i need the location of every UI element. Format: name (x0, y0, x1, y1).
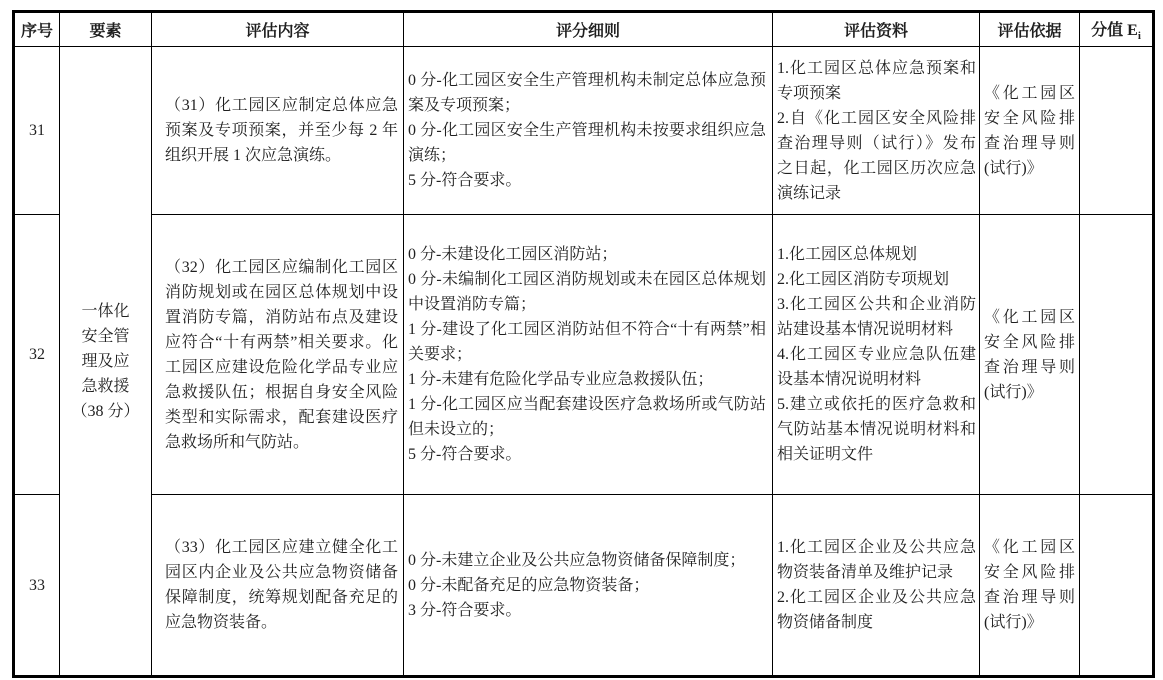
rules-cell-33 (404, 495, 773, 677)
content-cell-33: （33）化工园区应建立健全化工园区内企业及公共应急物资储备保障制度，统筹规划配备充足的应急物资装备。 (152, 495, 404, 677)
content-cell-31: （31）化工园区应制定总体应急预案及专项预案，并至少每 2 年组织开展 1 次应急演练。 (152, 47, 404, 215)
rules-cell-32 (404, 215, 773, 495)
material-item: 1.化工园区总体应急预案和专项预案 (777, 59, 976, 102)
score-cell-33 (1080, 495, 1154, 677)
header-cell-index: 序号 (14, 12, 60, 47)
evaluation-table (12, 10, 1155, 678)
rule-line: 3 分-符合要求。 (408, 601, 522, 619)
element-line: 一体化 (81, 302, 130, 320)
table-row-33 (14, 495, 1154, 677)
score-cell-31 (1080, 47, 1154, 215)
element-line: 理及应 (81, 352, 130, 370)
header-cell-rules: 评分细则 (404, 12, 773, 47)
index-cell-31: 31 (14, 47, 60, 215)
score-cell-32 (1080, 215, 1154, 495)
material-item: 1.化工园区总体规划 (777, 246, 918, 264)
index-cell-33: 33 (14, 495, 60, 677)
element-line: 急救援 (81, 377, 130, 395)
score-header-label: 分值 E (1091, 22, 1138, 39)
materials-cell-32 (773, 215, 980, 495)
basis-cell-31: 《化工园区安全风险排查治理导则(试行)》 (980, 47, 1080, 215)
content-cell-32: （32）化工园区应编制化工园区消防规划或在园区总体规划中设置消防专篇，消防站布点及建设应符合“十有两禁”相关要求。化工园区应建设危险化学品专业应急救援队伍；根据自身安全风险类型和实际需求，配套建设医疗急救场所和气防站。 (152, 215, 404, 495)
header-cell-content: 评估内容 (152, 12, 404, 47)
score-header-subscript: i (1137, 30, 1141, 43)
rule-line: 1 分-建设了化工园区消防站但不符合“十有两禁”相关要求； (408, 321, 766, 364)
rules-cell-31 (404, 47, 773, 215)
rule-line: 0 分-未编制化工园区消防规划或未在园区总体规划中设置消防专篇； (408, 271, 766, 314)
basis-cell-32: 《化工园区安全风险排查治理导则(试行)》 (980, 215, 1080, 495)
index-cell-32: 32 (14, 215, 60, 495)
rule-line: 5 分-符合要求。 (408, 172, 522, 190)
material-item: 1.化工园区企业及公共应急物资装备清单及维护记录 (777, 539, 976, 582)
table-row-32 (14, 215, 1154, 495)
table-row-31 (14, 47, 1154, 215)
element-group-cell (60, 47, 152, 677)
material-item: 2.自《化工园区安全风险排查治理导则（试行）》发布之日起，化工园区历次应急演练记录 (777, 109, 976, 202)
rule-line: 0 分-化工园区安全生产管理机构未制定总体应急预案及专项预案； (408, 72, 766, 115)
header-cell-element: 要素 (60, 12, 152, 47)
rule-line: 1 分-化工园区应当配套建设医疗急救场所或气防站但未设立的； (408, 396, 766, 439)
header-row (14, 12, 1154, 47)
material-item: 3.化工园区公共和企业消防站建设基本情况说明材料 (777, 296, 976, 339)
materials-cell-31 (773, 47, 980, 215)
material-item: 2.化工园区消防专项规划 (777, 271, 950, 289)
basis-cell-33: 《化工园区安全风险排查治理导则(试行)》 (980, 495, 1080, 677)
rule-line: 1 分-未建有危险化学品专业应急救援队伍； (408, 371, 714, 389)
header-cell-materials: 评估资料 (773, 12, 980, 47)
material-item: 2.化工园区企业及公共应急物资储备制度 (777, 589, 976, 632)
rule-line: 0 分-未建立企业及公共应急物资储备保障制度； (408, 551, 746, 569)
header-cell-basis: 评估依据 (980, 12, 1080, 47)
material-item: 4.化工园区专业应急队伍建设基本情况说明材料 (777, 346, 976, 389)
rule-line: 0 分-化工园区安全生产管理机构未按要求组织应急演练； (408, 122, 766, 165)
rule-line: 0 分-未配备充足的应急物资装备； (408, 576, 650, 594)
element-line: （38 分） (71, 402, 140, 420)
materials-cell-33 (773, 495, 980, 677)
rule-line: 0 分-未建设化工园区消防站； (408, 246, 618, 264)
rule-line: 5 分-符合要求。 (408, 446, 522, 464)
header-cell-score (1080, 12, 1154, 47)
element-line: 安全管 (81, 327, 130, 345)
material-item: 5.建立或依托的医疗急救和气防站基本情况说明材料和相关证明文件 (777, 396, 976, 464)
